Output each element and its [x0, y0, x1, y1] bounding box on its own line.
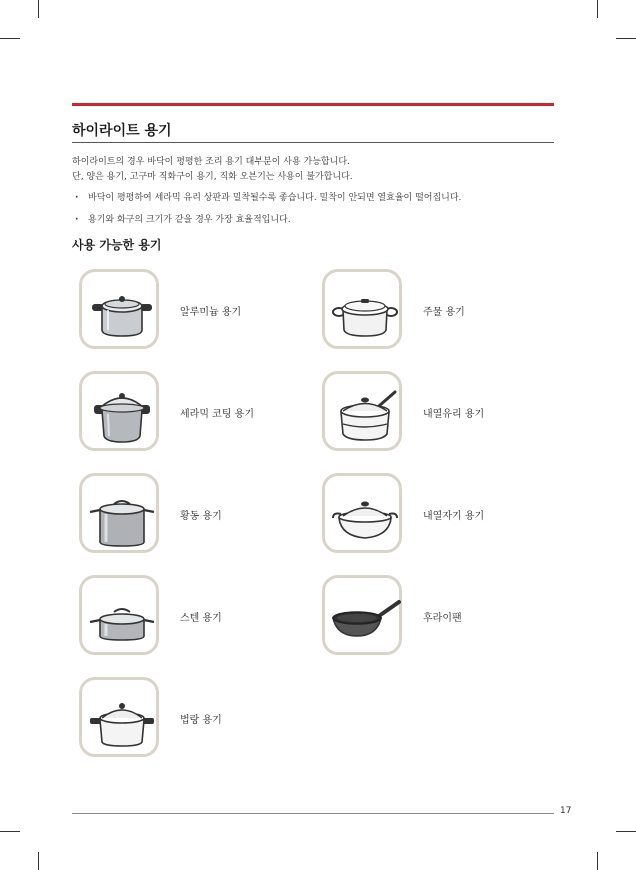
footer-rule [72, 813, 554, 814]
cookware-label: 세라믹 코팅 용기 [180, 409, 254, 420]
section-top-rule [72, 103, 554, 106]
icon-frame [322, 371, 402, 451]
cookware-label: 내열자기 용기 [423, 511, 485, 522]
crop-mark [38, 0, 39, 18]
icon-frame [79, 269, 159, 349]
usable-cookware-title: 사용 가능한 용기 [72, 238, 162, 252]
bullet-item: · 용기와 화구의 크기가 같을 경우 가장 효율적입니다. [72, 209, 461, 231]
aluminum-pot-icon [86, 276, 158, 348]
page-number: 17 [560, 806, 572, 816]
crop-mark [597, 852, 598, 870]
brass-pot-icon [86, 480, 158, 552]
crop-mark [0, 38, 20, 39]
cookware-label: 내열유리 용기 [423, 409, 485, 420]
section-title: 하이라이트 용기 [72, 123, 172, 139]
icon-frame [79, 371, 159, 451]
icon-frame [322, 575, 402, 655]
frying-pan-icon [329, 582, 401, 654]
intro-line: 단, 양은 용기, 고구마 직화구이 용기, 직화 오븐기는 사용이 불가합니다. [72, 172, 353, 182]
cast-iron-pot-icon [329, 276, 401, 348]
intro-line: 하이라이트의 경우 바닥이 평평한 조리 용기 대부분이 사용 가능합니다. [72, 157, 350, 167]
crop-mark [0, 831, 20, 832]
section-title-underline [72, 142, 554, 143]
cookware-label: 주물 용기 [423, 307, 465, 318]
enamel-pot-icon [86, 684, 158, 756]
heat-resistant-glass-pot-icon [329, 378, 401, 450]
icon-frame [79, 677, 159, 757]
section-intro [72, 155, 353, 185]
cookware-label: 후라이팬 [423, 613, 462, 624]
crop-mark [38, 852, 39, 870]
ceramic-pot-icon [86, 378, 158, 450]
cookware-label: 황동 용기 [180, 511, 222, 522]
cookware-label: 법랑 용기 [180, 715, 222, 726]
icon-frame [79, 473, 159, 553]
bullet-list [72, 187, 461, 231]
cookware-label: 스텐 용기 [180, 613, 222, 624]
crop-mark [616, 831, 636, 832]
crop-mark [616, 38, 636, 39]
cookware-label: 알루미늄 용기 [180, 307, 242, 318]
icon-frame [322, 269, 402, 349]
icon-frame [79, 575, 159, 655]
stainless-pot-icon [86, 582, 158, 654]
bullet-item: · 바닥이 평평하여 세라믹 유리 상판과 밀착될수록 좋습니다. 밀착이 안되면 열효율이 떨어집니다. [72, 187, 461, 209]
crop-mark [597, 0, 598, 18]
icon-frame [322, 473, 402, 553]
heat-resistant-ceramic-pot-icon [329, 480, 401, 552]
